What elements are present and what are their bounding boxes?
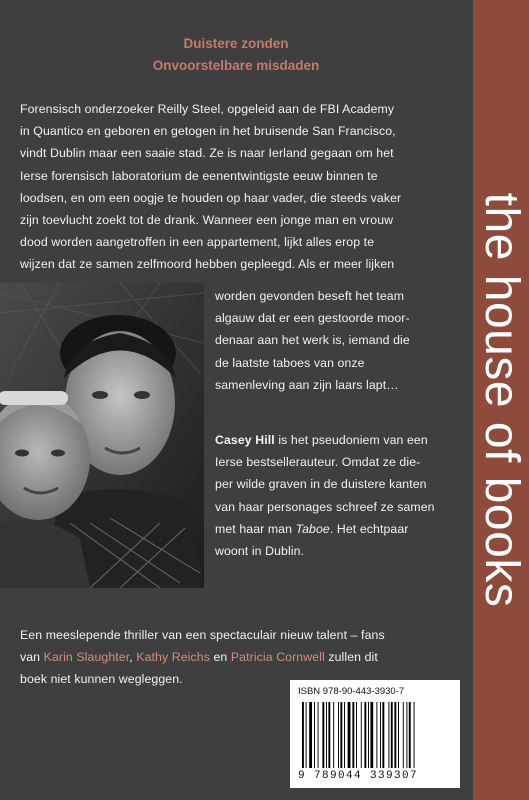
blurb: Een meeslepende thriller van een spectaculair nieuw talent – fans van Karin Slaughter, Kathy Reichs en Patricia Cornwell zullen dit boek niet kunnen wegleggen. [20, 624, 385, 691]
barcode-bar [333, 702, 334, 768]
headline-line-2: Onvoorstelbare misdaden [152, 58, 320, 73]
barcode-bar [338, 702, 339, 768]
barcode-bar [388, 702, 389, 768]
synopsis-line: worden gevonden beseft het team [215, 289, 405, 303]
publisher-name: the house of books [475, 192, 528, 608]
barcode-bar [326, 702, 327, 768]
barcode-bar [414, 702, 415, 768]
author-bio: Casey Hill is het pseudoniem van een Ierse bestsellerauteur. Omdat ze die- per wilde graven in de duistere kanten van haar personages schreef ze samen met haar man Taboe. Het echtpaar woont in Dublin. [215, 429, 435, 562]
author-name: Casey Hill [215, 433, 275, 447]
synopsis-line: wijzen dat ze samen zelfmoord hebben gepleegd. Als er meer lijken [20, 257, 395, 272]
barcode-bar [361, 702, 362, 768]
barcode-number: 9 789044 339307 [298, 770, 419, 782]
barcode-bar [364, 702, 366, 768]
synopsis-line: samenleving aan zijn laars lapt… [215, 377, 399, 392]
synopsis-line: vindt Dublin maar een saaie stad. Ze is naar Ierland gegaan om het [20, 146, 394, 161]
bio-line: Ierse bestsellerauteur. Omdat ze die- [215, 455, 421, 470]
isbn-label: ISBN 978-90-443-3930-7 [298, 686, 405, 697]
barcode-bar [368, 702, 369, 768]
blurb-line: Een meeslepende thriller van een spectaculair nieuw talent – fans [20, 628, 385, 642]
barcode-bar [391, 702, 393, 768]
barcode-bar [328, 702, 330, 768]
barcode-bar [344, 702, 345, 768]
barcode-bar [370, 702, 373, 768]
author-karin-slaughter: Karin Slaughter [43, 650, 130, 665]
author-photo [0, 283, 204, 588]
publisher-band [473, 0, 529, 800]
barcode-icon [300, 702, 450, 768]
book-title: Taboe [295, 521, 330, 536]
barcode-bar [406, 702, 407, 768]
synopsis-line: dood worden aangetroffen in een appartement, lijkt alles erop te [20, 235, 375, 250]
bio-line: per wilde graven in de duistere kanten [215, 477, 427, 492]
barcode-bar [306, 702, 307, 768]
bio-line: van haar personages schreef ze samen [215, 499, 435, 514]
synopsis-continuation [215, 285, 410, 396]
author-patricia-cornwell: Patricia Cornwell [230, 650, 325, 665]
barcode-bar [403, 702, 404, 768]
barcode-bar [340, 702, 342, 768]
author-kathy-reichs: Kathy Reichs [136, 650, 210, 665]
synopsis-line: zijn toevlucht zoekt tot de drank. Wanneer een jonge man en vrouw [20, 213, 394, 228]
barcode-bar [409, 702, 411, 768]
synopsis-line: loodsen, en om een oogje te houden op haar vader, die steeds vaker [20, 190, 402, 205]
synopsis-line: in Quantico en geboren en getogen in het bruisende San Francisco, [20, 124, 396, 139]
barcode-bar [356, 702, 357, 768]
barcode-bar [302, 702, 304, 768]
author-photo-illustration [0, 283, 204, 588]
barcode-panel [290, 680, 460, 788]
barcode-bar [352, 702, 354, 768]
synopsis-line: Ierse forensisch laboratorium de eenentwintigste eeuw binnen te [20, 168, 378, 183]
barcode-bar [380, 702, 381, 768]
barcode-bar [314, 702, 315, 768]
barcode-bar [309, 702, 312, 768]
headline-line-1: Duistere zonden [183, 36, 289, 51]
synopsis-line: Forensisch onderzoeker Reilly Steel, opgeleid aan de FBI Academy [20, 102, 395, 116]
blurb-line: boek niet kunnen wegleggen. [20, 672, 183, 687]
barcode-bar [394, 702, 396, 768]
barcode-bar [318, 702, 319, 768]
synopsis-line: denaar aan het werk is, iemand die [215, 333, 410, 348]
barcode-bar [376, 702, 377, 768]
synopsis-line: de laatste taboes van onze [215, 355, 365, 370]
synopsis-paragraph [20, 98, 401, 276]
barcode-bar [382, 702, 384, 768]
barcode-bar [322, 702, 324, 768]
barcode-bar [398, 702, 399, 768]
synopsis-line: algauw dat er een gestoorde moor- [215, 311, 410, 326]
barcode-bar [348, 702, 351, 768]
bio-line: woont in Dublin. [215, 544, 305, 559]
